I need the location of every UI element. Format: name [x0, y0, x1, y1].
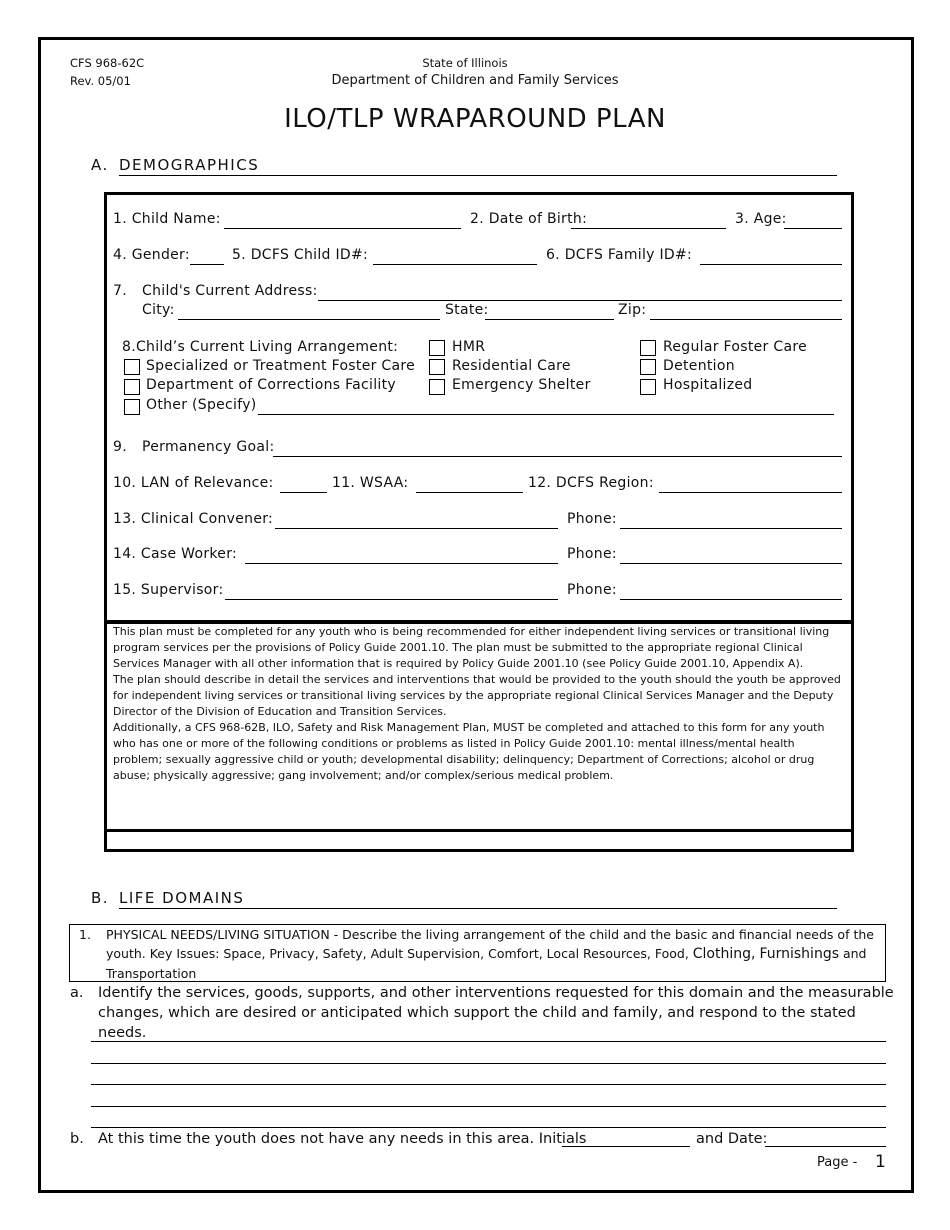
response-line[interactable] — [91, 1084, 886, 1085]
other-checkbox[interactable] — [124, 399, 140, 415]
other-label: Other (Specify) — [146, 397, 257, 413]
dob-field[interactable] — [571, 214, 726, 229]
item-b-text: At this time the youth does not have any needs in this area. Initials — [98, 1131, 587, 1147]
state-label: State: — [445, 302, 489, 318]
corrections-label: Department of Corrections Facility — [146, 377, 396, 393]
gender-label: 4. Gender: — [113, 247, 190, 263]
specialized-care-checkbox[interactable] — [124, 359, 140, 375]
state-field[interactable] — [485, 305, 614, 320]
supervisor-phone-field[interactable] — [620, 585, 842, 600]
emergency-shelter-checkbox[interactable] — [429, 379, 445, 395]
page-label: Page - — [817, 1155, 858, 1170]
section-a-letter: A. — [91, 156, 109, 174]
age-label: 3. Age: — [735, 211, 787, 227]
supervisor-label: 15. Supervisor: — [113, 582, 224, 598]
section-b-letter: B. — [91, 889, 110, 907]
item-b-letter: b. — [70, 1131, 84, 1147]
hospitalized-label: Hospitalized — [663, 377, 753, 393]
convener-phone-field[interactable] — [620, 514, 842, 529]
supervisor-phone-label: Phone: — [567, 582, 617, 598]
residential-checkbox[interactable] — [429, 359, 445, 375]
region-field[interactable] — [659, 478, 842, 493]
wsaa-label: 11. WSAA: — [332, 475, 409, 491]
living-arrangement-label: 8.Child’s Current Living Arrangement: — [122, 339, 399, 355]
address-field[interactable] — [318, 286, 842, 301]
item-a-letter: a. — [70, 985, 84, 1001]
response-line[interactable] — [91, 1127, 886, 1128]
regular-foster-label: Regular Foster Care — [663, 339, 807, 355]
dob-label: 2. Date of Birth: — [470, 211, 588, 227]
age-field[interactable] — [784, 214, 842, 229]
response-line[interactable] — [91, 1041, 886, 1042]
domain-1-number: 1. — [79, 927, 91, 942]
clinical-convener-label: 13. Clinical Convener: — [113, 511, 274, 527]
child-id-label: 5. DCFS Child ID#: — [232, 247, 369, 263]
specialized-care-label: Specialized or Treatment Foster Care — [146, 358, 416, 374]
case-worker-field[interactable] — [245, 549, 558, 564]
zip-label: Zip: — [618, 302, 647, 318]
case-worker-phone-label: Phone: — [567, 546, 617, 562]
zip-field[interactable] — [650, 305, 842, 320]
residential-label: Residential Care — [452, 358, 571, 374]
address-label: Child's Current Address: — [142, 283, 318, 299]
supervisor-field[interactable] — [225, 585, 558, 600]
corrections-checkbox[interactable] — [124, 379, 140, 395]
regular-foster-checkbox[interactable] — [640, 340, 656, 356]
form-number: CFS 968-62C — [70, 56, 145, 70]
permanency-label: Permanency Goal: — [142, 439, 275, 455]
hospitalized-checkbox[interactable] — [640, 379, 656, 395]
and-date-label: and Date: — [696, 1131, 768, 1147]
date-field[interactable] — [765, 1132, 886, 1147]
lan-field[interactable] — [280, 478, 327, 493]
response-line[interactable] — [91, 1106, 886, 1107]
notice-text — [113, 624, 845, 784]
section-a-title: DEMOGRAPHICS — [119, 156, 837, 176]
case-worker-label: 14. Case Worker: — [113, 546, 238, 562]
hmr-label: HMR — [452, 339, 486, 355]
other-specify-field[interactable] — [258, 400, 834, 415]
region-label: 12. DCFS Region: — [528, 475, 654, 491]
item-a-text: Identify the services, goods, supports, and other interventions requested for this domain and the measurable changes, which are desired or anticipated which support the child and family, and respond to the stated needs. — [98, 985, 894, 1041]
revision: Rev. 05/01 — [70, 74, 131, 88]
city-field[interactable] — [178, 305, 440, 320]
initials-field[interactable] — [562, 1132, 690, 1147]
notice-paragraph: The plan should describe in detail the services and interventions that would be provided to the youth should the youth be approved for independent living services or transitional living services by the appropriate regional Clinical Services Manager and the Deputy Director of the Division of Education and Transition Services. — [113, 673, 841, 718]
hmr-checkbox[interactable] — [429, 340, 445, 356]
gender-field[interactable] — [190, 250, 224, 265]
family-id-label: 6. DCFS Family ID#: — [546, 247, 693, 263]
address-number: 7. — [113, 283, 127, 299]
section-b-title: LIFE DOMAINS — [119, 889, 837, 909]
permanency-number: 9. — [113, 439, 127, 455]
emergency-shelter-label: Emergency Shelter — [452, 377, 591, 393]
lan-label: 10. LAN of Relevance: — [113, 475, 274, 491]
detention-checkbox[interactable] — [640, 359, 656, 375]
page-number: 1 — [875, 1152, 886, 1172]
case-worker-phone-field[interactable] — [620, 549, 842, 564]
domain-1-description: PHYSICAL NEEDS/LIVING SITUATION - Describe the living arrangement of the child and the basic and financial needs of the youth. Key Issues: Space, Privacy, Safety, Adult Supervision, Comfort, Local Resources, Food, Clothing, Furnishings and Transportation — [106, 927, 874, 981]
city-label: City: — [142, 302, 175, 318]
child-name-label: 1. Child Name: — [113, 211, 221, 227]
notice-paragraph: This plan must be completed for any youth who is being recommended for either independent living services or transitional living program services per the provisions of Policy Guide 2001.10. The plan must be submitted to the appropriate regional Clinical Services Manager with all other information that is required by Policy Guide 2001.10 (see Policy Guide 2001.10, Appendix A). — [113, 625, 830, 670]
detention-label: Detention — [663, 358, 735, 374]
state-name: State of Illinois — [422, 56, 508, 70]
permanency-field[interactable] — [273, 442, 842, 457]
notice-paragraph: Additionally, a CFS 968-62B, ILO, Safety and Risk Management Plan, MUST be completed and attached to this form for any youth who has one or more of the following conditions or problems as listed in Policy Guide 2001.10: mental illness/mental health problem; sexually aggressive child or youth; developmental disability; delinquency; Department of Corrections; alcohol or drug abuse; physically aggressive; gang involvement; and/or complex/serious medical problem. — [113, 721, 825, 782]
notice-box-divider — [104, 829, 854, 832]
clinical-convener-field[interactable] — [275, 514, 558, 529]
convener-phone-label: Phone: — [567, 511, 617, 527]
family-id-field[interactable] — [700, 250, 842, 265]
child-id-field[interactable] — [373, 250, 537, 265]
page-title: ILO/TLP WRAPAROUND PLAN — [284, 104, 666, 134]
response-line[interactable] — [91, 1063, 886, 1064]
child-name-field[interactable] — [224, 214, 461, 229]
wsaa-field[interactable] — [416, 478, 523, 493]
department-name: Department of Children and Family Services — [331, 73, 619, 88]
